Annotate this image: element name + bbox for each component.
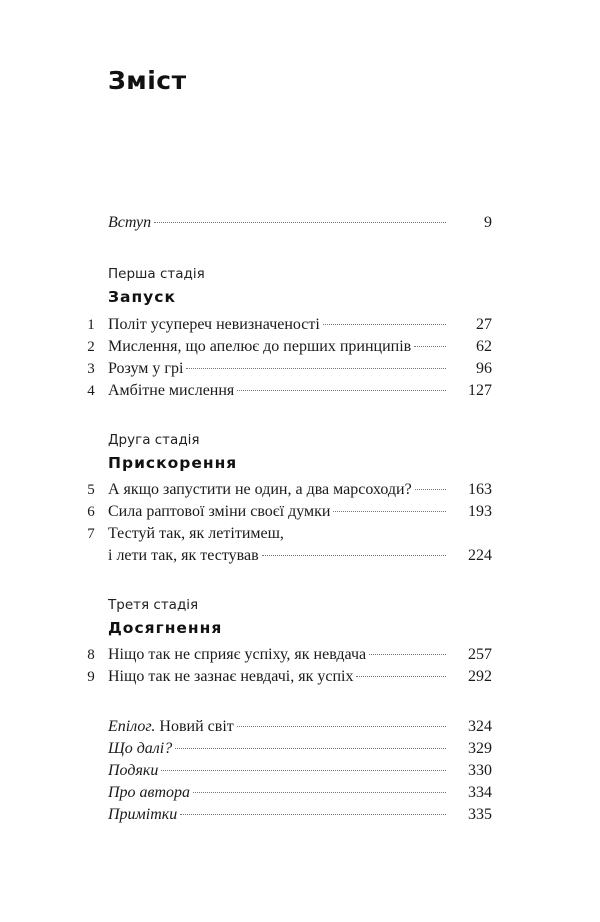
chapter-number: 4 — [87, 383, 95, 399]
toc-entry-label-line-2: і лети так, як тестував — [108, 547, 259, 564]
toc-entry-label: А якщо запустити не один, а два марсоходи? — [108, 481, 412, 498]
toc-entry-chapter-5[interactable] — [0, 479, 600, 501]
toc-entry-epilogue[interactable] — [0, 716, 600, 738]
chapter-number: 8 — [87, 647, 95, 663]
chapter-number: 2 — [87, 339, 95, 355]
toc-entry-intro[interactable] — [0, 212, 600, 234]
toc-entry-chapter-1[interactable] — [0, 314, 600, 336]
part-2-stage-label: Друга стадія — [108, 432, 200, 448]
toc-entry-label: Вступ — [108, 214, 152, 231]
part-3-title: Досягнення — [108, 619, 223, 637]
toc-entry-label: Амбітне мислення — [108, 382, 235, 399]
chapter-number: 7 — [87, 526, 95, 542]
dot-leader — [333, 511, 446, 512]
toc-entry-about-author[interactable] — [0, 782, 600, 804]
part-1-title: Запуск — [108, 288, 176, 306]
toc-entry-label-line-1: Тестуй так, як летітимеш, — [108, 525, 284, 542]
toc-entry-label: Ніщо так не сприяє успіху, як невдача — [108, 646, 367, 663]
toc-page-number: 335 — [468, 806, 492, 823]
toc-page-number: 62 — [476, 338, 492, 355]
toc-page-number: 224 — [468, 547, 492, 564]
toc-entry-chapter-9[interactable] — [0, 666, 600, 688]
toc-page-number: 257 — [468, 646, 492, 663]
toc-page-number: 127 — [468, 382, 492, 399]
toc-entry-chapter-6[interactable] — [0, 501, 600, 523]
toc-entry-label: Мислення, що апелює до перших принципів — [108, 338, 412, 355]
toc-page-number: 329 — [468, 740, 492, 757]
toc-entry-acknowledgements[interactable] — [0, 760, 600, 782]
dot-leader — [369, 654, 446, 655]
dot-leader — [414, 346, 446, 347]
toc-page-number: 9 — [484, 214, 492, 231]
toc-entry-label: Що далі? — [108, 740, 173, 757]
toc-page-number: 193 — [468, 503, 492, 520]
part-3-stage-label: Третя стадія — [108, 597, 199, 613]
toc-entry-chapter-7[interactable] — [0, 523, 600, 567]
toc-page-number: 334 — [468, 784, 492, 801]
chapter-number: 3 — [87, 361, 95, 377]
toc-entry-label: Ніщо так не зазнає невдачі, як успіх — [108, 668, 354, 685]
toc-entry-label: Політ усупереч невизначеності — [108, 316, 320, 333]
toc-page-number: 163 — [468, 481, 492, 498]
toc-entry-label: Розум у грі — [108, 360, 184, 377]
dot-leader — [415, 489, 446, 490]
toc-entry-label: Примітки — [108, 806, 178, 823]
dot-leader — [161, 770, 446, 771]
dot-leader — [154, 222, 446, 223]
toc-entry-whats-next[interactable] — [0, 738, 600, 760]
dot-leader — [237, 390, 446, 391]
toc-entry-label-italic: Епілог. — [108, 718, 156, 735]
dot-leader — [356, 676, 446, 677]
toc-entry-label: Про автора — [108, 784, 191, 801]
toc-page-number: 96 — [476, 360, 492, 377]
page-title: Зміст — [108, 66, 187, 95]
dot-leader — [186, 368, 446, 369]
chapter-number: 9 — [87, 669, 95, 685]
toc-page-number: 292 — [468, 668, 492, 685]
dot-leader — [193, 792, 446, 793]
dot-leader — [323, 324, 446, 325]
part-2-title: Прискорення — [108, 454, 238, 472]
chapter-number: 6 — [87, 504, 95, 520]
toc-entry-chapter-4[interactable] — [0, 380, 600, 402]
toc-entry-label — [108, 716, 234, 738]
dot-leader — [237, 726, 446, 727]
toc-entry-chapter-2[interactable] — [0, 336, 600, 358]
toc-entry-label: Подяки — [108, 762, 159, 779]
dot-leader — [175, 748, 446, 749]
toc-entry-label-rest: Новий світ — [155, 718, 234, 735]
toc-entry-chapter-8[interactable] — [0, 644, 600, 666]
dot-leader — [262, 555, 446, 556]
toc-page-number: 324 — [468, 718, 492, 735]
toc-page-number: 27 — [476, 316, 492, 333]
toc-entry-chapter-3[interactable] — [0, 358, 600, 380]
toc-entry-label: Сила раптової зміни своєї думки — [108, 503, 331, 520]
dot-leader — [180, 814, 446, 815]
chapter-number: 5 — [87, 482, 95, 498]
toc-entry-notes[interactable] — [0, 804, 600, 826]
part-1-stage-label: Перша стадія — [108, 266, 205, 282]
toc-page-number: 330 — [468, 762, 492, 779]
chapter-number: 1 — [87, 317, 95, 333]
